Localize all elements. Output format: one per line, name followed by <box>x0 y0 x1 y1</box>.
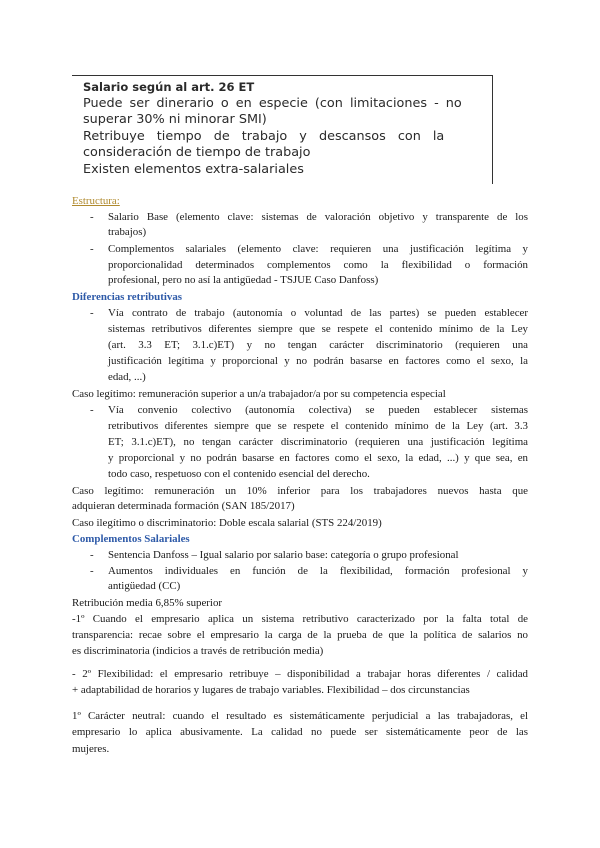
paragraph-line: Retribución media 6,85% superior <box>72 597 223 609</box>
bullet-line: y proporcional y no podrán basarse en factores como el sexo, la edad, ...) y que sea, en <box>108 452 528 464</box>
bullet-line: trabajos) <box>108 226 147 238</box>
box-line: Retribuye tiempo de trabajo y descansos con la <box>83 129 445 144</box>
bullet-line: todo caso, respetuoso con el contenido esencial del derecho. <box>108 468 370 480</box>
bullet-dash: - <box>90 243 94 255</box>
section-heading-complementos: Complementos Salariales <box>72 533 190 545</box>
bullet-line: Vía convenio colectivo (autonomía colectiva) se pueden establecer sistemas <box>108 404 528 416</box>
paragraph-line: -1º Cuando el empresario aplica un sistema retributivo caracterizado por la falta total de <box>72 613 528 625</box>
paragraph-line: - 2º Flexibilidad: el empresario retribuye – disponibilidad a trabajar horas diferentes / calidad <box>72 668 528 680</box>
bullet-dash: - <box>90 549 94 561</box>
bullet-line: Sentencia Danfoss – Igual salario por salario base: categoría o grupo profesional <box>108 549 459 561</box>
box-line: superar 30% ni minorar SMI) <box>83 112 267 127</box>
box-title: Salario según al art. 26 ET <box>83 80 255 94</box>
bullet-line: ET; 3.1.c)ET), no tengan carácter discriminatorio (requieren una justificación legítima <box>108 436 528 448</box>
paragraph-line: transparencia: recae sobre el empresario la carga de la prueba de que la política de salarios no <box>72 629 528 641</box>
bullet-line: Vía contrato de trabajo (autonomía o voluntad de las partes) se pueden establecer <box>108 307 528 319</box>
box-line: Puede ser dinerario o en especie (con limitaciones - no <box>83 96 462 111</box>
paragraph-line: adquieran determinada formación (SAN 185/2017) <box>72 500 295 512</box>
bullet-dash: - <box>90 565 94 577</box>
paragraph-line: Caso ilegítimo o discriminatorio: Doble escala salarial (STS 224/2019) <box>72 517 382 529</box>
bullet-line: antigüedad (CC) <box>108 580 181 592</box>
bullet-line: (art. 3.3 ET; 3.1.c)ET) y no tengan carácter discriminatorio (requieren una <box>108 339 528 351</box>
bullet-line: sistemas retributivos diferentes siempre que se respete el contenido mínimo de la Ley <box>108 323 528 335</box>
box-line: Existen elementos extra-salariales <box>83 162 304 177</box>
paragraph-line: empresario lo aplica abusivamente. La calidad no puede ser sistemáticamente peor de las <box>72 726 528 738</box>
bullet-line: Salario Base (elemento clave: sistemas de valoración objetivo y transparente de los <box>108 211 528 223</box>
bullet-line: proporcionalidad determinados complementos como la flexibilidad o formación <box>108 259 528 271</box>
bullet-line: Aumentos individuales en función de la flexibilidad, formación profesional y <box>108 565 528 577</box>
bullet-line: retributivos diferentes siempre que se respete el contenido mínimo de la Ley (art. 3.3 <box>108 420 528 432</box>
paragraph-line: Caso legítimo: remuneración un 10% inferior para los trabajadores nuevos hasta que <box>72 485 528 497</box>
paragraph-line: mujeres. <box>72 743 110 755</box>
bullet-line: justificación legítima y proporcional y no podrán basarse en factores como el sexo, la <box>108 355 528 367</box>
bullet-dash: - <box>90 404 94 416</box>
paragraph-line: es discriminatoria (indicios a través de retribución media) <box>72 645 324 657</box>
section-heading-diferencias: Diferencias retributivas <box>72 291 182 303</box>
bullet-line: profesional, pero no así la antigüedad - TSJUE Caso Danfoss) <box>108 274 379 286</box>
bullet-line: Complementos salariales (elemento clave: requieren una justificación legítima y <box>108 243 528 255</box>
paragraph-line: Caso legítimo: remuneración superior a un/a trabajador/a por su competencia especial <box>72 388 446 400</box>
paragraph-line: + adaptabilidad de horarios y lugares de trabajo variables. Flexibilidad – dos circunstancias <box>72 684 470 696</box>
bullet-dash: - <box>90 211 94 223</box>
bullet-line: edad, ...) <box>108 371 146 383</box>
bullet-dash: - <box>90 307 94 319</box>
summary-box <box>72 75 493 184</box>
box-line: consideración de tiempo de trabajo <box>83 145 311 160</box>
section-heading-estructura: Estructura: <box>72 195 120 207</box>
paragraph-line: 1º Carácter neutral: cuando el resultado es sistemáticamente perjudicial a las trabajadoras, el <box>72 710 528 722</box>
